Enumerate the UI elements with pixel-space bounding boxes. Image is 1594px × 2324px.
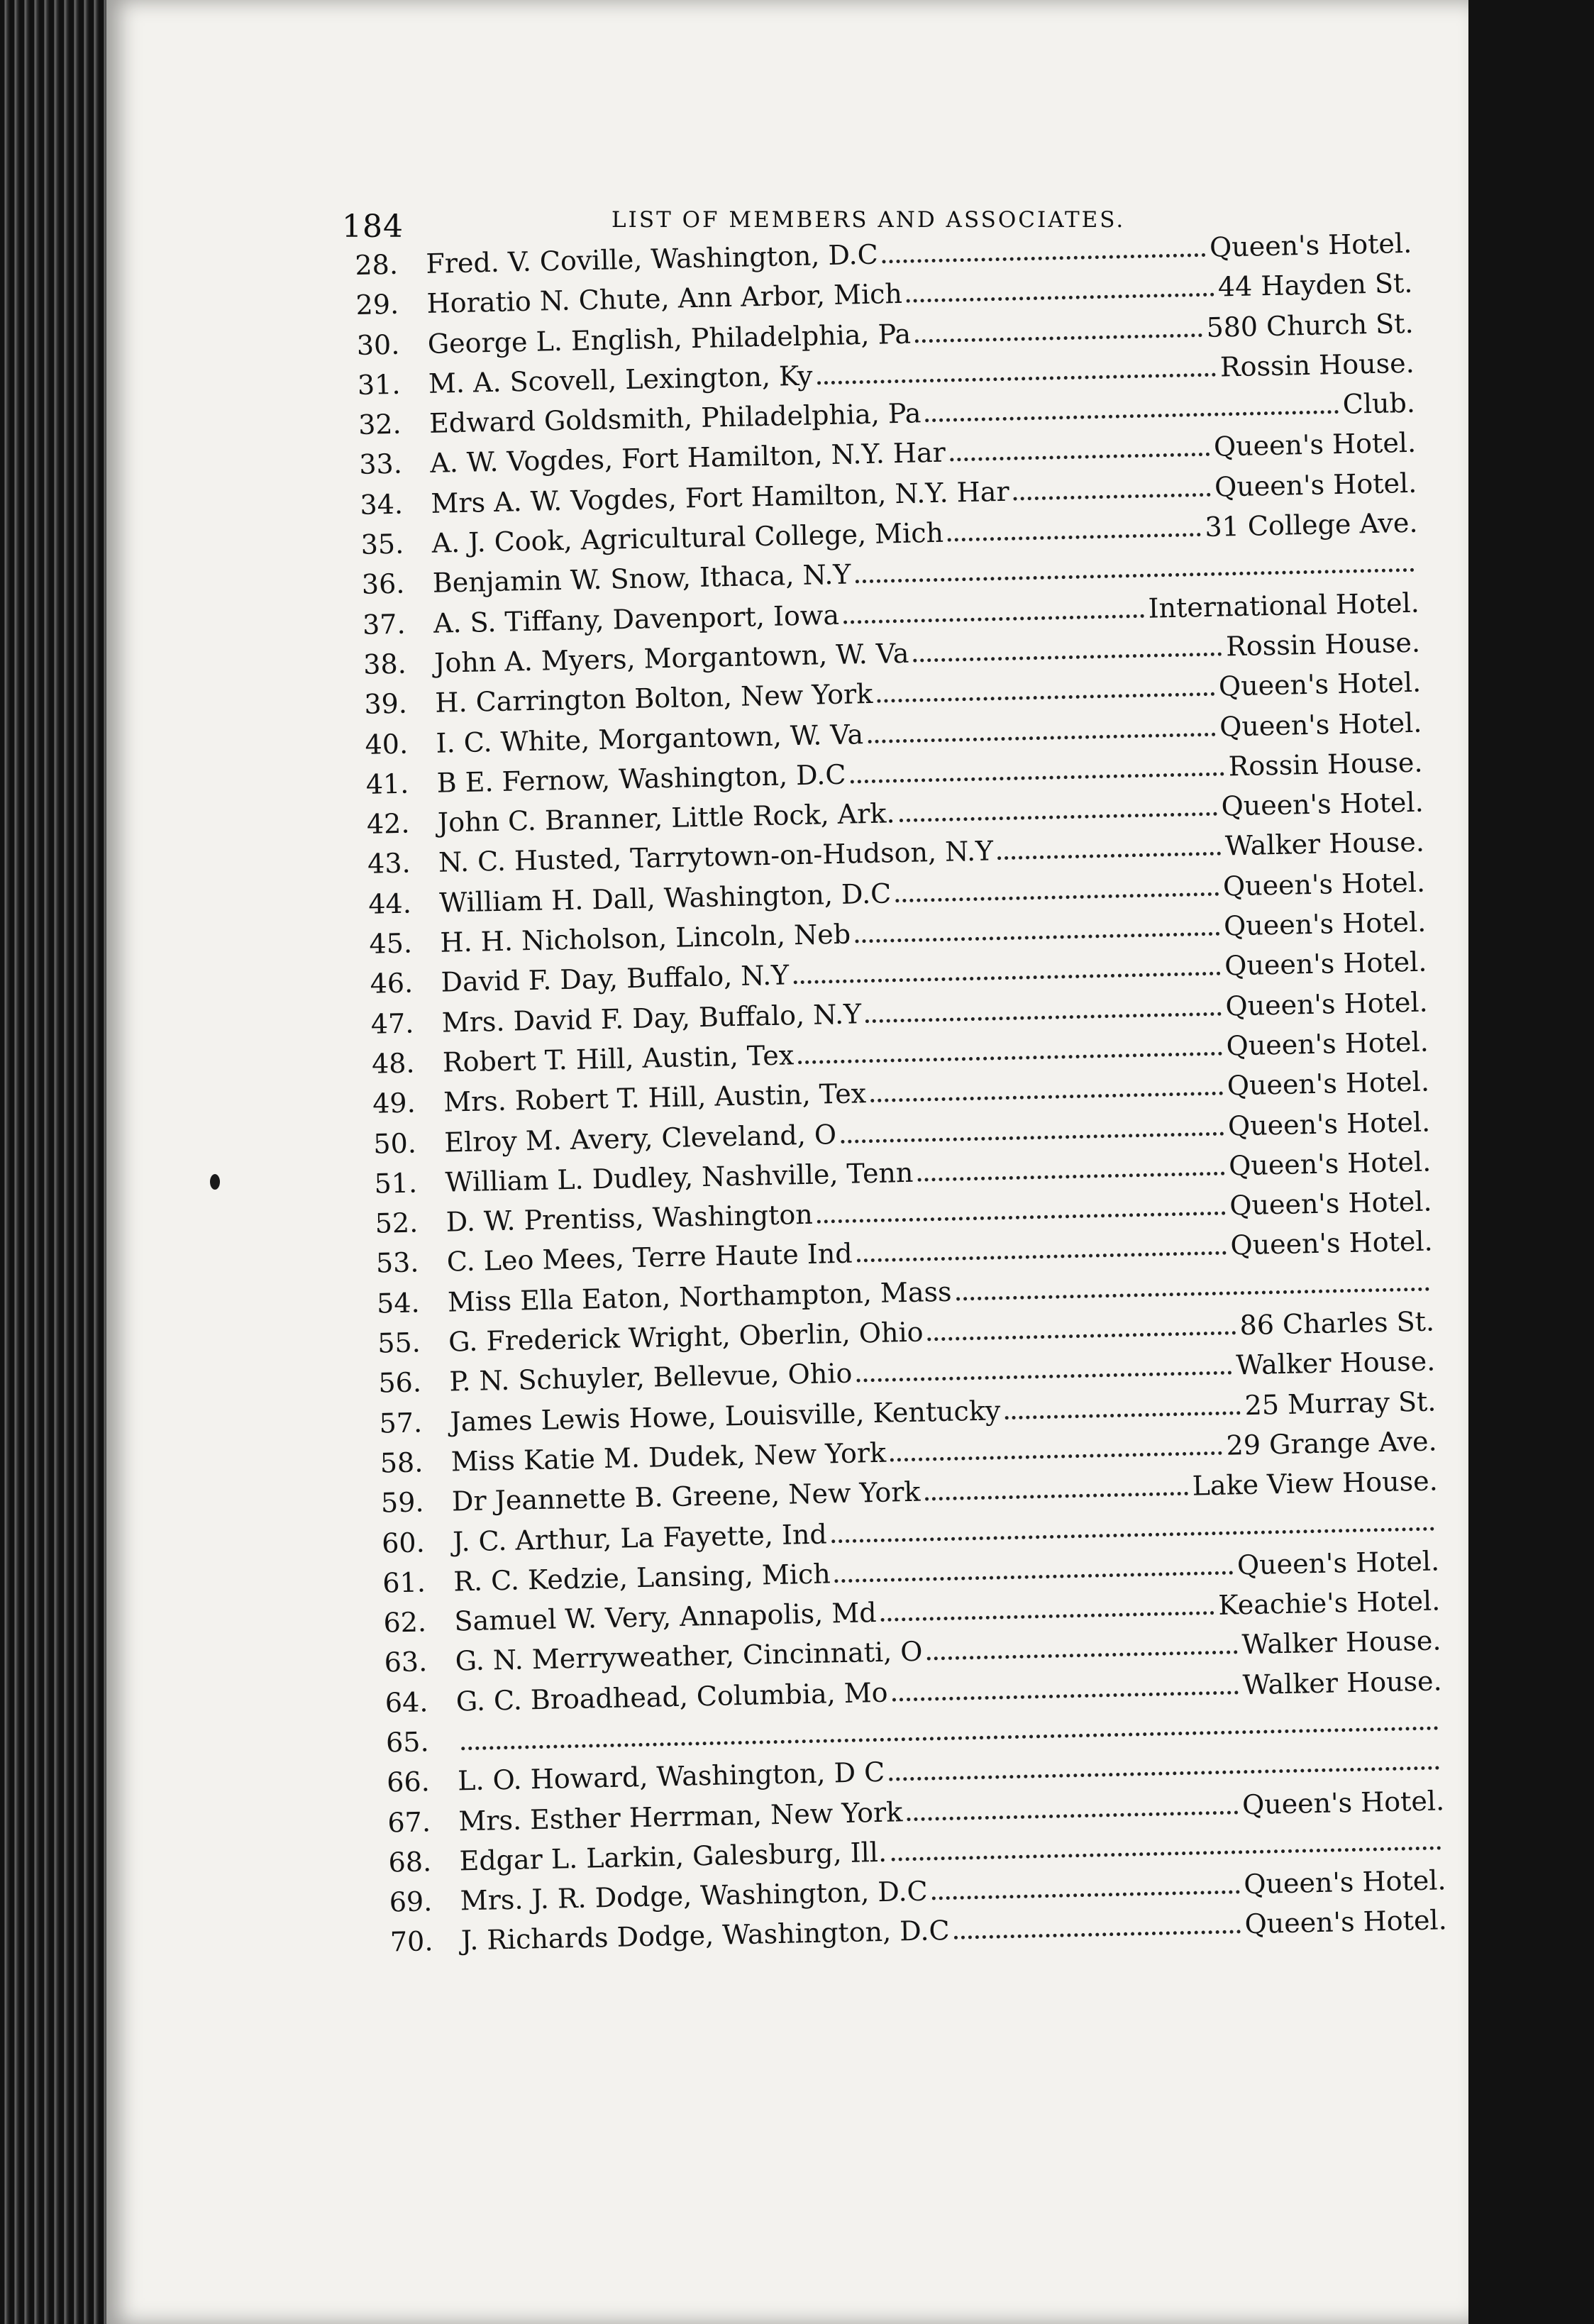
member-lodging: Rossin House. bbox=[1219, 347, 1415, 383]
member-number: 33. bbox=[358, 448, 403, 481]
member-name: Edgar L. Larkin, Galesburg, Ill. bbox=[459, 1836, 887, 1877]
member-number: 54. bbox=[376, 1287, 420, 1319]
member-lodging: Walker House. bbox=[1235, 1345, 1436, 1381]
dot-leader bbox=[915, 333, 1202, 343]
member-number: 61. bbox=[382, 1566, 426, 1599]
dot-leader bbox=[948, 533, 1201, 541]
member-number: 48. bbox=[371, 1047, 415, 1080]
member-lodging: Walker House. bbox=[1224, 826, 1425, 862]
member-lodging: 25 Murray St. bbox=[1244, 1385, 1437, 1421]
member-lodging: International Hotel. bbox=[1148, 587, 1420, 624]
member-lodging: Queen's Hotel. bbox=[1224, 946, 1427, 982]
member-number: 62. bbox=[383, 1606, 427, 1639]
member-lodging: Queen's Hotel. bbox=[1225, 986, 1428, 1022]
dot-leader bbox=[868, 732, 1215, 743]
member-lodging: 580 Church St. bbox=[1206, 307, 1414, 343]
dot-leader bbox=[851, 772, 1224, 783]
dot-leader bbox=[881, 1611, 1214, 1622]
member-number: 31. bbox=[357, 368, 401, 401]
dot-leader bbox=[927, 1651, 1238, 1661]
member-number: 57. bbox=[379, 1406, 423, 1439]
member-name: Elroy M. Avery, Cleveland, O bbox=[443, 1118, 837, 1158]
member-name: John A. Myers, Morgantown, W. Va bbox=[433, 637, 909, 679]
dot-leader bbox=[950, 453, 1210, 462]
member-name: G. Frederick Wright, Oberlin, Ohio bbox=[448, 1316, 924, 1358]
dot-leader bbox=[954, 1930, 1241, 1940]
member-name: Mrs. David F. Day, Buffalo, N.Y bbox=[441, 997, 862, 1039]
member-lodging: Queen's Hotel. bbox=[1227, 1106, 1431, 1142]
member-lodging: Queen's Hotel. bbox=[1226, 1026, 1429, 1062]
member-lodging: Lake View House. bbox=[1192, 1465, 1439, 1502]
member-number: 32. bbox=[358, 408, 402, 441]
member-number: 37. bbox=[362, 608, 406, 641]
member-lodging: Queen's Hotel. bbox=[1222, 866, 1426, 902]
member-name: Benjamin W. Snow, Ithaca, N.Y bbox=[432, 558, 851, 599]
dot-leader bbox=[890, 1451, 1222, 1462]
member-number: 49. bbox=[372, 1087, 416, 1119]
member-name: Edward Goldsmith, Philadelphia, Pa bbox=[428, 397, 921, 440]
member-number: 67. bbox=[387, 1805, 431, 1839]
dot-leader bbox=[907, 1810, 1238, 1821]
member-lodging: Queen's Hotel. bbox=[1230, 1225, 1434, 1261]
member-number: 47. bbox=[370, 1007, 414, 1040]
dot-leader bbox=[1014, 493, 1211, 501]
member-name: John C. Branner, Little Rock, Ark. bbox=[437, 797, 895, 839]
member-number: 51. bbox=[374, 1167, 418, 1200]
dot-leader bbox=[900, 812, 1217, 822]
member-name: Mrs. J. R. Dodge, Washington, D.C bbox=[460, 1875, 929, 1917]
member-number: 30. bbox=[356, 328, 400, 361]
member-name: Robert T. Hill, Austin, Tex bbox=[442, 1039, 795, 1078]
member-number: 53. bbox=[375, 1246, 419, 1280]
dot-leader bbox=[817, 373, 1217, 385]
member-number: 45. bbox=[369, 927, 413, 960]
member-name: George L. English, Philadelphia, Pa bbox=[427, 318, 912, 360]
member-number: 70. bbox=[389, 1925, 433, 1958]
dot-leader bbox=[895, 892, 1219, 902]
member-number: 44. bbox=[367, 887, 412, 920]
member-number: 69. bbox=[389, 1886, 433, 1918]
member-number: 29. bbox=[355, 289, 399, 321]
member-number: 64. bbox=[384, 1686, 428, 1719]
scan-border bbox=[1468, 0, 1594, 2324]
member-name: L. O. Howard, Washington, D C bbox=[457, 1756, 885, 1797]
page-number: 184 bbox=[342, 209, 404, 245]
member-number: 65. bbox=[385, 1726, 429, 1759]
member-lodging: Queen's Hotel. bbox=[1243, 1864, 1446, 1900]
dot-leader bbox=[817, 1212, 1226, 1224]
member-lodging: Queen's Hotel. bbox=[1236, 1545, 1440, 1581]
dot-leader bbox=[882, 253, 1206, 264]
member-lodging: Queen's Hotel. bbox=[1218, 666, 1422, 702]
member-name: Dr Jeannette B. Greene, New York bbox=[451, 1476, 921, 1517]
member-name: B E. Fernow, Washington, D.C bbox=[436, 758, 846, 799]
member-lodging: Queen's Hotel. bbox=[1241, 1784, 1445, 1820]
dot-leader bbox=[907, 293, 1214, 303]
dot-leader bbox=[889, 1766, 1439, 1781]
dot-leader bbox=[918, 1171, 1225, 1181]
member-lodging: Queen's Hotel. bbox=[1214, 467, 1417, 503]
dot-leader bbox=[798, 1052, 1222, 1065]
member-lodging: Queen's Hotel. bbox=[1244, 1904, 1448, 1940]
member-name: Mrs A. W. Vogdes, Fort Hamilton, N.Y. Har bbox=[431, 475, 1010, 519]
member-lodging: Club. bbox=[1342, 387, 1416, 421]
dot-leader bbox=[892, 1691, 1239, 1701]
member-number: 36. bbox=[361, 568, 405, 601]
member-lodging: Queen's Hotel. bbox=[1209, 227, 1412, 263]
dot-leader bbox=[841, 1131, 1224, 1143]
dot-leader bbox=[956, 1287, 1429, 1300]
member-name: A. S. Tiffany, Davenport, Iowa bbox=[433, 599, 840, 639]
running-title: LIST OF MEMBERS AND ASSOCIATES. bbox=[611, 207, 1126, 233]
member-lodging: 86 Charles St. bbox=[1239, 1305, 1435, 1341]
member-number: 38. bbox=[362, 648, 407, 680]
member-name: N. C. Husted, Tarrytown-on-Hudson, N.Y bbox=[438, 835, 994, 879]
member-lodging: Queen's Hotel. bbox=[1223, 906, 1427, 942]
member-lodging: Walker House. bbox=[1242, 1665, 1443, 1700]
member-number: 43. bbox=[367, 848, 411, 880]
member-number: 60. bbox=[381, 1526, 426, 1559]
member-name: A. W. Vogdes, Fort Hamilton, N.Y. Har bbox=[429, 437, 946, 480]
member-name: J. C. Arthur, La Fayette, Ind bbox=[452, 1517, 828, 1558]
member-name: P. N. Schuyler, Bellevue, Ohio bbox=[448, 1357, 853, 1398]
member-name: R. C. Kedzie, Lansing, Mich bbox=[453, 1558, 831, 1598]
member-name: Mrs. Esther Herrman, New York bbox=[458, 1795, 903, 1837]
dot-leader bbox=[793, 972, 1220, 985]
member-number: 50. bbox=[372, 1127, 417, 1160]
member-lodging: Queen's Hotel. bbox=[1219, 707, 1422, 743]
dot-leader bbox=[925, 1492, 1188, 1501]
member-lodging: Queen's Hotel. bbox=[1227, 1066, 1430, 1102]
dot-leader bbox=[1004, 1411, 1240, 1420]
dot-leader bbox=[926, 410, 1339, 422]
member-number: 58. bbox=[380, 1446, 424, 1479]
member-lodging: Rossin House. bbox=[1225, 626, 1421, 663]
ink-blot bbox=[210, 1174, 220, 1190]
member-number: 40. bbox=[365, 728, 409, 760]
member-number: 52. bbox=[375, 1207, 419, 1239]
member-name: A. J. Cook, Agricultural College, Mich bbox=[431, 516, 944, 559]
dot-leader bbox=[870, 1092, 1223, 1102]
member-number: 34. bbox=[360, 488, 404, 521]
dot-leader bbox=[914, 652, 1222, 662]
member-number: 41. bbox=[365, 768, 409, 800]
member-name: William H. Dall, Washington, D.C bbox=[438, 878, 892, 919]
member-number: 46. bbox=[370, 967, 414, 1000]
member-lodging: Queen's Hotel. bbox=[1213, 427, 1417, 463]
member-name: Miss Ella Eaton, Northampton, Mass bbox=[447, 1276, 952, 1318]
dot-leader bbox=[831, 1527, 1434, 1543]
member-lodging: Queen's Hotel. bbox=[1221, 786, 1424, 822]
member-number: 35. bbox=[360, 528, 404, 560]
member-name: M. A. Scovell, Lexington, Ky bbox=[428, 360, 813, 399]
dot-leader bbox=[928, 1331, 1236, 1341]
member-name: James Lewis Howe, Louisville, Kentucky bbox=[450, 1394, 1001, 1438]
member-lodging: 29 Grange Ave. bbox=[1226, 1425, 1437, 1461]
member-name: H. H. Nicholson, Lincoln, Neb bbox=[440, 918, 851, 958]
dot-leader bbox=[865, 1012, 1221, 1023]
member-number: 59. bbox=[380, 1486, 424, 1519]
dot-leader bbox=[877, 692, 1214, 703]
member-number: 68. bbox=[388, 1846, 432, 1878]
member-name: H. Carrington Bolton, New York bbox=[434, 678, 873, 719]
dot-leader bbox=[997, 852, 1221, 861]
member-name: Fred. V. Coville, Washington, D.C bbox=[425, 238, 879, 280]
dot-leader bbox=[857, 1251, 1227, 1263]
member-lodging: 31 College Ave. bbox=[1204, 507, 1418, 543]
member-lodging: Queen's Hotel. bbox=[1229, 1185, 1432, 1222]
member-number: 55. bbox=[377, 1327, 421, 1359]
dot-leader bbox=[843, 614, 1144, 624]
member-number: 66. bbox=[386, 1766, 431, 1798]
member-lodging: Rossin House. bbox=[1228, 746, 1423, 782]
member-lodging: Keachie's Hotel. bbox=[1217, 1585, 1441, 1622]
member-number: 42. bbox=[366, 807, 410, 840]
dot-leader bbox=[835, 1571, 1233, 1583]
dot-leader bbox=[856, 568, 1415, 584]
member-lodging: Walker House. bbox=[1241, 1625, 1441, 1661]
members-list bbox=[355, 228, 1447, 1966]
member-name: G. C. Broadhead, Columbia, Mo bbox=[455, 1676, 888, 1717]
member-number: 39. bbox=[363, 687, 408, 721]
member-number: 56. bbox=[378, 1366, 422, 1399]
dot-leader bbox=[932, 1891, 1240, 1900]
member-lodging: 44 Hayden St. bbox=[1217, 267, 1413, 303]
member-name: Samuel W. Very, Annapolis, Md bbox=[454, 1597, 877, 1637]
member-number: 28. bbox=[355, 248, 399, 281]
dot-leader bbox=[461, 1726, 1439, 1750]
member-name: William L. Dudley, Nashville, Tenn bbox=[445, 1156, 914, 1198]
member-lodging: Queen's Hotel. bbox=[1228, 1146, 1432, 1182]
member-name: G. N. Merryweather, Cincinnati, O bbox=[455, 1636, 923, 1677]
dot-leader bbox=[856, 1371, 1232, 1383]
member-name: C. Leo Mees, Terre Haute Ind bbox=[446, 1238, 853, 1278]
member-name: I. C. White, Morgantown, W. Va bbox=[436, 718, 864, 759]
member-number: 63. bbox=[384, 1646, 428, 1678]
member-name: David F. Day, Buffalo, N.Y bbox=[441, 959, 790, 999]
dot-leader bbox=[891, 1846, 1441, 1861]
dot-leader bbox=[855, 932, 1219, 944]
member-name: J. Richards Dodge, Washington, D.C bbox=[460, 1915, 950, 1957]
member-name: Miss Katie M. Dudek, New York bbox=[450, 1437, 887, 1478]
member-name: D. W. Prentiss, Washington bbox=[445, 1198, 814, 1238]
member-name: Mrs. Robert T. Hill, Austin, Tex bbox=[443, 1078, 867, 1118]
member-name: Horatio N. Chute, Ann Arbor, Mich bbox=[426, 278, 903, 320]
